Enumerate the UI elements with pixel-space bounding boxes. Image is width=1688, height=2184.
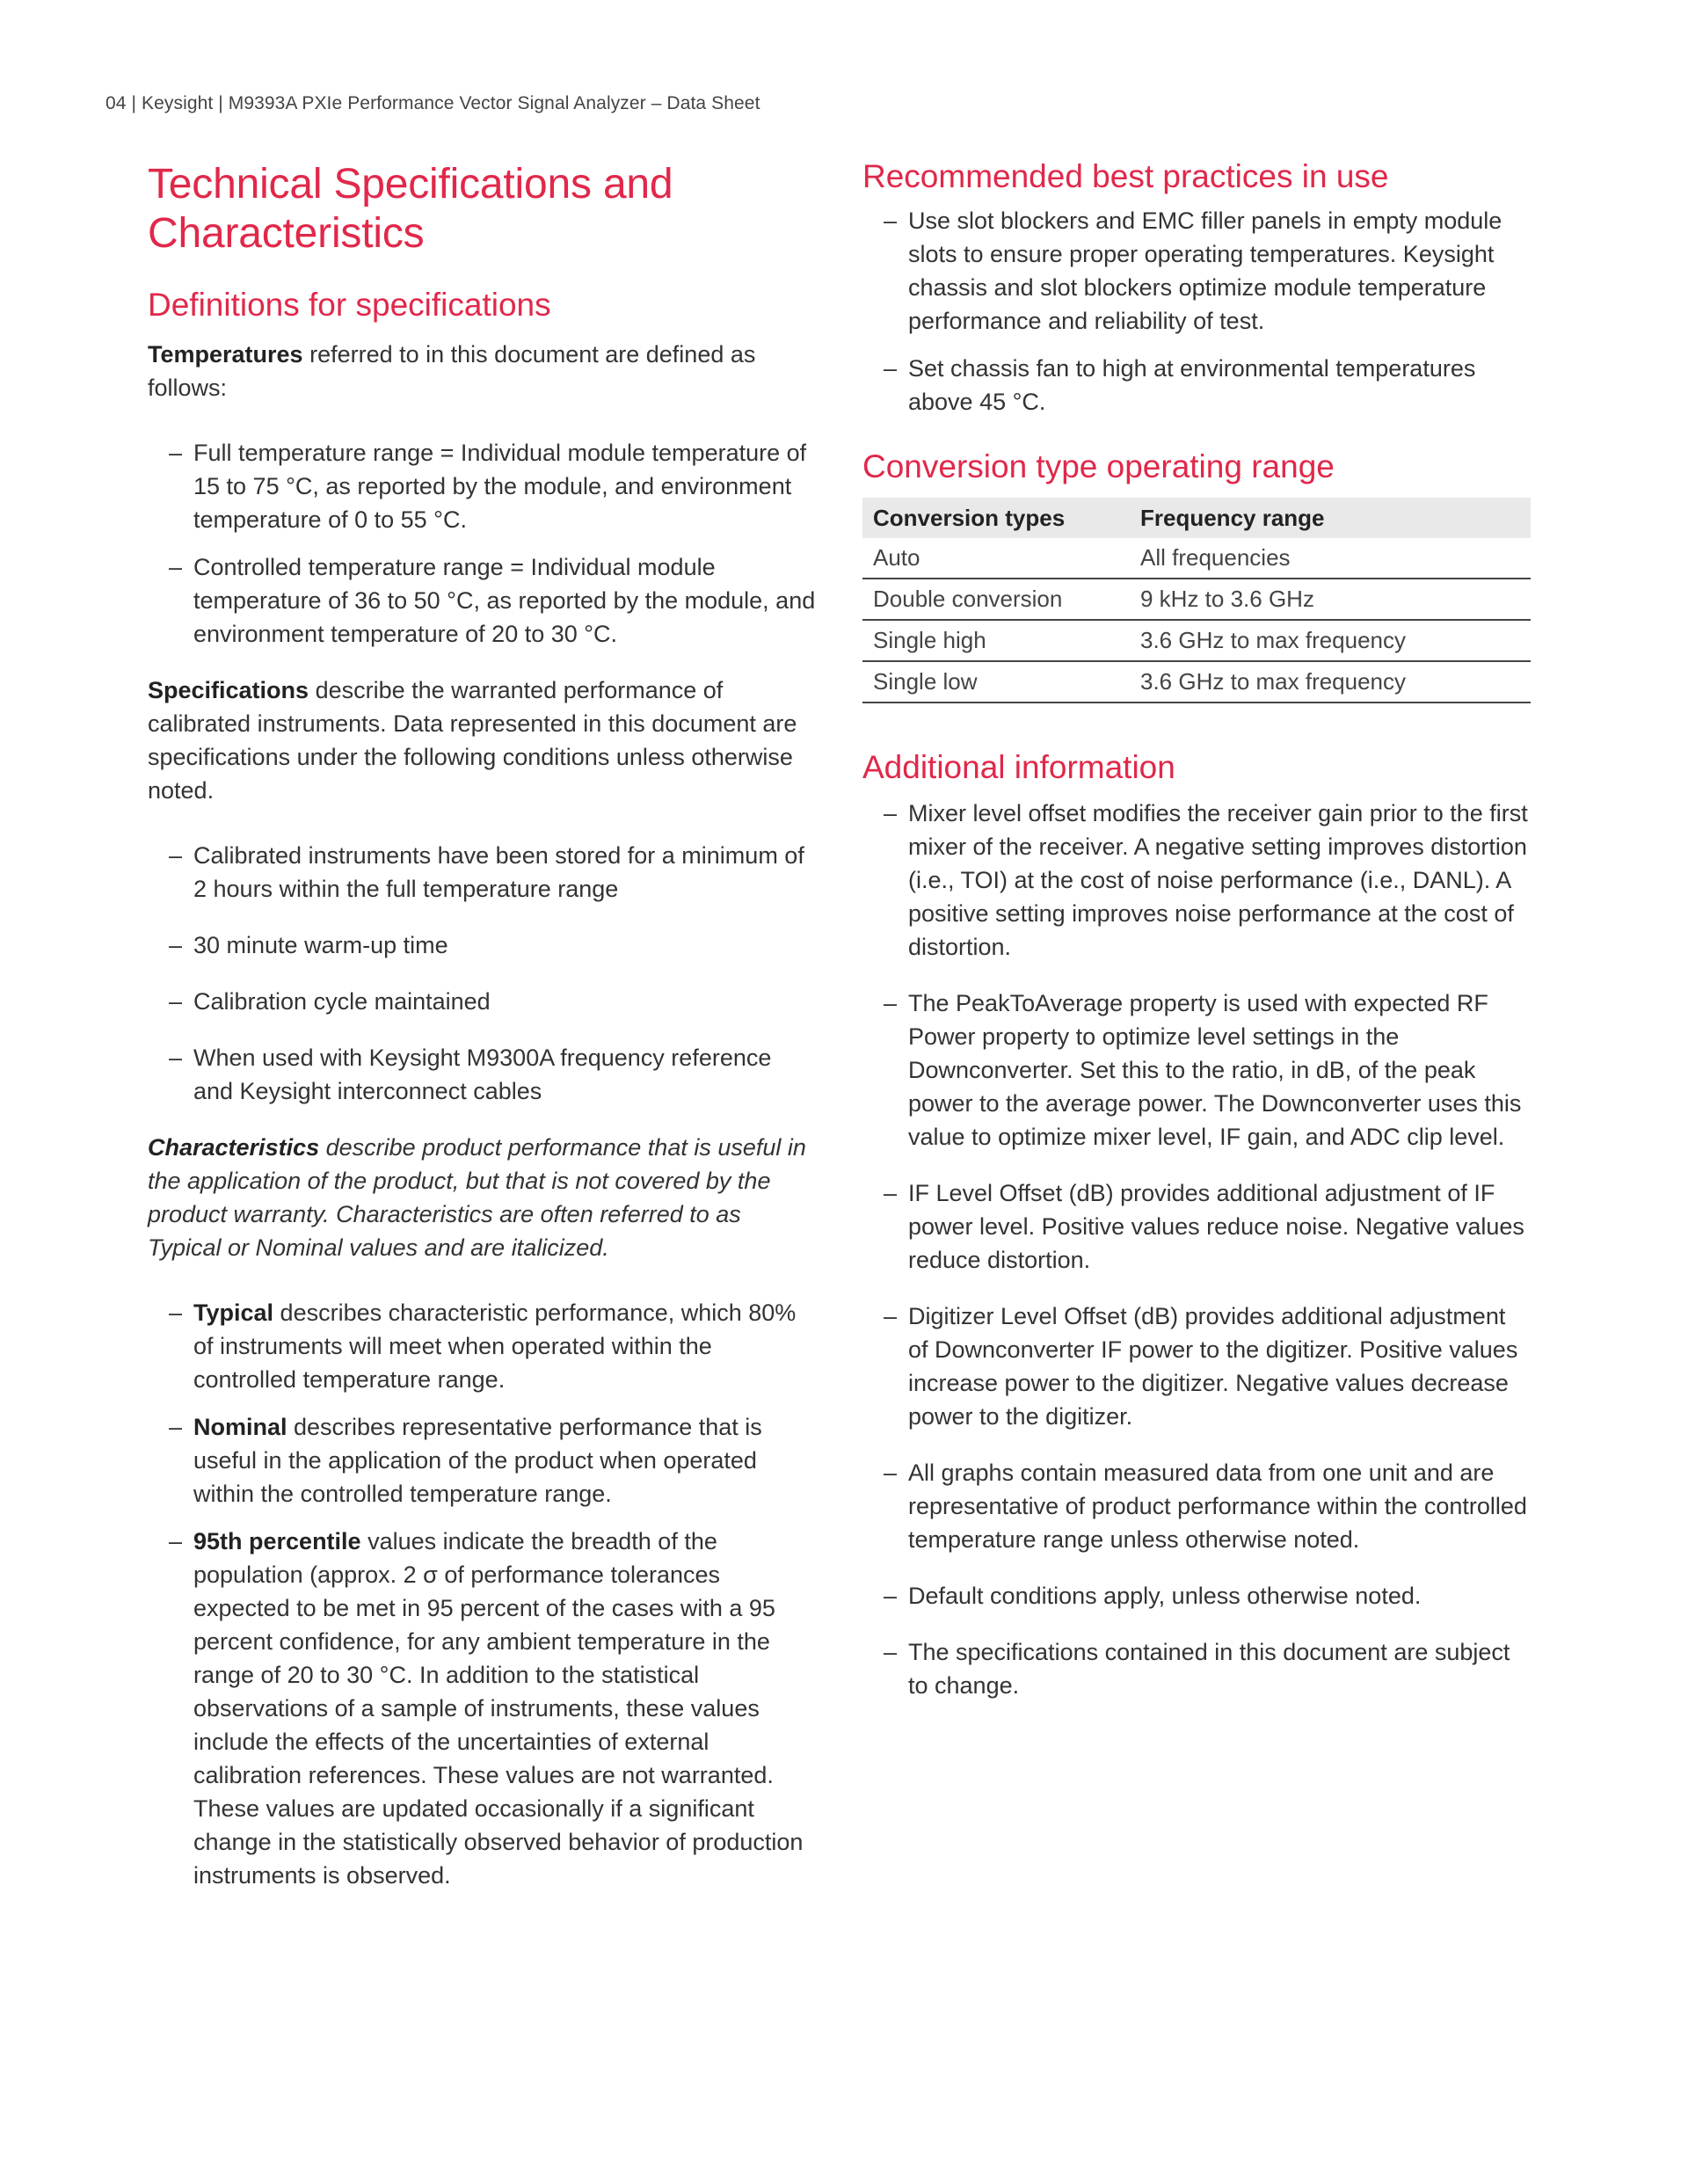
dash-bullet: – <box>169 1528 183 1554</box>
list-item <box>862 797 1531 964</box>
table-cell: 3.6 GHz to max frequency <box>1130 620 1531 661</box>
list-item <box>148 985 816 1018</box>
dash-bullet: – <box>884 1583 898 1609</box>
best-practices-heading: Recommended best practices in use <box>862 158 1389 194</box>
title-line-2: Characteristics <box>148 210 425 257</box>
conversion-table <box>862 498 1531 703</box>
dash-bullet: – <box>884 990 898 1016</box>
right-column <box>862 160 1531 1702</box>
table-cell: Auto <box>862 538 1130 579</box>
list-item <box>862 986 1531 1154</box>
additional-information-list <box>862 797 1531 1702</box>
list-item <box>862 1579 1531 1613</box>
best-practices-list <box>862 204 1531 419</box>
list-item <box>148 1525 816 1892</box>
list-item-text: Full temperature range = Individual module temperature of 15 to 75 °C, as reported by the module, and environment temperature of 0 to 55 °C. <box>193 440 807 533</box>
dash-bullet: – <box>884 1639 898 1665</box>
conversion-heading: Conversion type operating range <box>862 448 1335 484</box>
list-item-text: Digitizer Level Offset (dB) provides additional adjustment of Downconverter IF power to the digitizer. Positive values increase power to the digitizer. Negative values decrease power to the digitizer. <box>908 1303 1518 1430</box>
temperatures-term: Temperatures <box>148 341 303 368</box>
specifications-text: describe the warranted performance of calibrated instruments. Data represented in this document are specifications under the following conditions unless otherwise noted. <box>148 677 797 804</box>
table-cell: Single high <box>862 620 1130 661</box>
list-item-text: values indicate the breadth of the population (approx. 2 σ of performance tolerances expected to be met in 95 percent of the cases with a 95 percent confidence, for any ambient temperature in the range of 20 to 30 °C. In addition to the statistical observations of a sample of instruments, these values include the effects of the uncertainties of external calibration references. These values are not warranted. These values are updated occasionally if a significant change in the statistically observed behavior of production instruments is observed. <box>193 1528 804 1889</box>
list-item-text: Mixer level offset modifies the receiver gain prior to the first mixer of the receiver. A negative setting improves distortion (i.e., TOI) at the cost of noise performance (i.e., DANL). A positive setting improves noise performance at the cost of distortion. <box>908 800 1528 960</box>
list-item <box>148 928 816 962</box>
specification-conditions-list <box>148 839 816 1108</box>
list-item-text: IF Level Offset (dB) provides additional adjustment of IF power level. Positive values reduce noise. Negative values reduce distortion. <box>908 1180 1524 1273</box>
list-item <box>148 550 816 651</box>
dash-bullet: – <box>884 355 898 382</box>
dash-bullet: – <box>169 1414 183 1440</box>
table-header-row <box>862 498 1531 538</box>
list-item <box>148 1410 816 1511</box>
list-item <box>148 1296 816 1396</box>
dash-bullet: – <box>169 842 183 869</box>
list-item <box>862 1176 1531 1277</box>
characteristics-text: describe product performance that is useful in the application of the product, but that is not covered by the product warranty. Characteristics are often referred to as Typical or Nominal values and are italicized. <box>148 1134 806 1261</box>
list-item-text: The PeakToAverage property is used with expected RF Power property to optimize level settings in the Downconverter. Set this to the ratio, in dB, of the peak power to the average power. The Downconverter uses this value to optimize mixer level, IF gain, and ADC clip level. <box>908 990 1522 1150</box>
list-item-text: describes characteristic performance, which 80% of instruments will meet when operated within the controlled temperature range. <box>193 1299 797 1393</box>
dash-bullet: – <box>884 207 898 234</box>
list-item-text: All graphs contain measured data from one unit and are representative of product performance within the controlled temperature range unless otherwise noted. <box>908 1460 1527 1553</box>
specifications-paragraph <box>148 673 816 807</box>
list-item-text: Use slot blockers and EMC filler panels in empty module slots to ensure proper operating temperatures. Keysight chassis and slot blockers optimize module temperature performance and reliability of test. <box>908 207 1502 334</box>
column-header: Conversion types <box>862 498 1130 538</box>
dash-bullet: – <box>884 1460 898 1486</box>
definitions-heading: Definitions for specifications <box>148 287 551 323</box>
page-header: 04 | Keysight | M9393A PXIe Performance Vector Signal Analyzer – Data Sheet <box>106 93 760 113</box>
dash-bullet: – <box>169 1045 183 1071</box>
temperatures-text: referred to in this document are defined as follows: <box>148 341 756 401</box>
dash-bullet: – <box>169 554 183 580</box>
list-item-text: The specifications contained in this document are subject to change. <box>908 1639 1510 1699</box>
percentile-term: 95th percentile <box>193 1528 361 1554</box>
additional-information-heading: Additional information <box>862 749 1175 785</box>
list-item <box>148 839 816 906</box>
dash-bullet: – <box>169 1299 183 1326</box>
nominal-term: Nominal <box>193 1414 287 1440</box>
table-row <box>862 661 1531 703</box>
table-cell: Double conversion <box>862 579 1130 620</box>
table-row <box>862 538 1531 579</box>
list-item <box>148 1041 816 1108</box>
specifications-term: Specifications <box>148 677 309 703</box>
list-item <box>862 1456 1531 1556</box>
left-column <box>148 160 816 1892</box>
column-header: Frequency range <box>1130 498 1531 538</box>
table-row <box>862 620 1531 661</box>
table-row <box>862 579 1531 620</box>
table-cell: Single low <box>862 661 1130 703</box>
list-item <box>862 1299 1531 1433</box>
dash-bullet: – <box>884 800 898 826</box>
dash-bullet: – <box>884 1303 898 1329</box>
list-item-text: Set chassis fan to high at environmental temperatures above 45 °C. <box>908 355 1476 415</box>
dash-bullet: – <box>169 440 183 466</box>
list-item-text: When used with Keysight M9300A frequency reference and Keysight interconnect cables <box>193 1045 772 1104</box>
dash-bullet: – <box>169 988 183 1015</box>
list-item <box>862 352 1531 419</box>
table-cell: 3.6 GHz to max frequency <box>1130 661 1531 703</box>
characteristics-list <box>148 1296 816 1892</box>
characteristics-paragraph <box>148 1131 816 1264</box>
typical-term: Typical <box>193 1299 274 1326</box>
table-cell: 9 kHz to 3.6 GHz <box>1130 579 1531 620</box>
list-item <box>862 1635 1531 1702</box>
list-item-text: Calibration cycle maintained <box>193 988 491 1015</box>
dash-bullet: – <box>169 932 183 958</box>
list-item-text: describes representative performance that is useful in the application of the product when operated within the controlled temperature range. <box>193 1414 762 1507</box>
list-item-text: 30 minute warm-up time <box>193 932 448 958</box>
list-item <box>862 204 1531 338</box>
title-line-1: Technical Specifications and <box>148 161 673 207</box>
page-title <box>148 160 816 258</box>
list-item-text: Default conditions apply, unless otherwise noted. <box>908 1583 1422 1609</box>
temperatures-paragraph <box>148 338 816 404</box>
temperature-list <box>148 436 816 651</box>
list-item <box>148 436 816 536</box>
dash-bullet: – <box>884 1180 898 1206</box>
list-item-text: Calibrated instruments have been stored for a minimum of 2 hours within the full temperature range <box>193 842 804 902</box>
characteristics-term: Characteristics <box>148 1134 320 1161</box>
table-cell: All frequencies <box>1130 538 1531 579</box>
list-item-text: Controlled temperature range = Individual module temperature of 36 to 50 °C, as reported by the module, and environment temperature of 20 to 30 °C. <box>193 554 816 647</box>
